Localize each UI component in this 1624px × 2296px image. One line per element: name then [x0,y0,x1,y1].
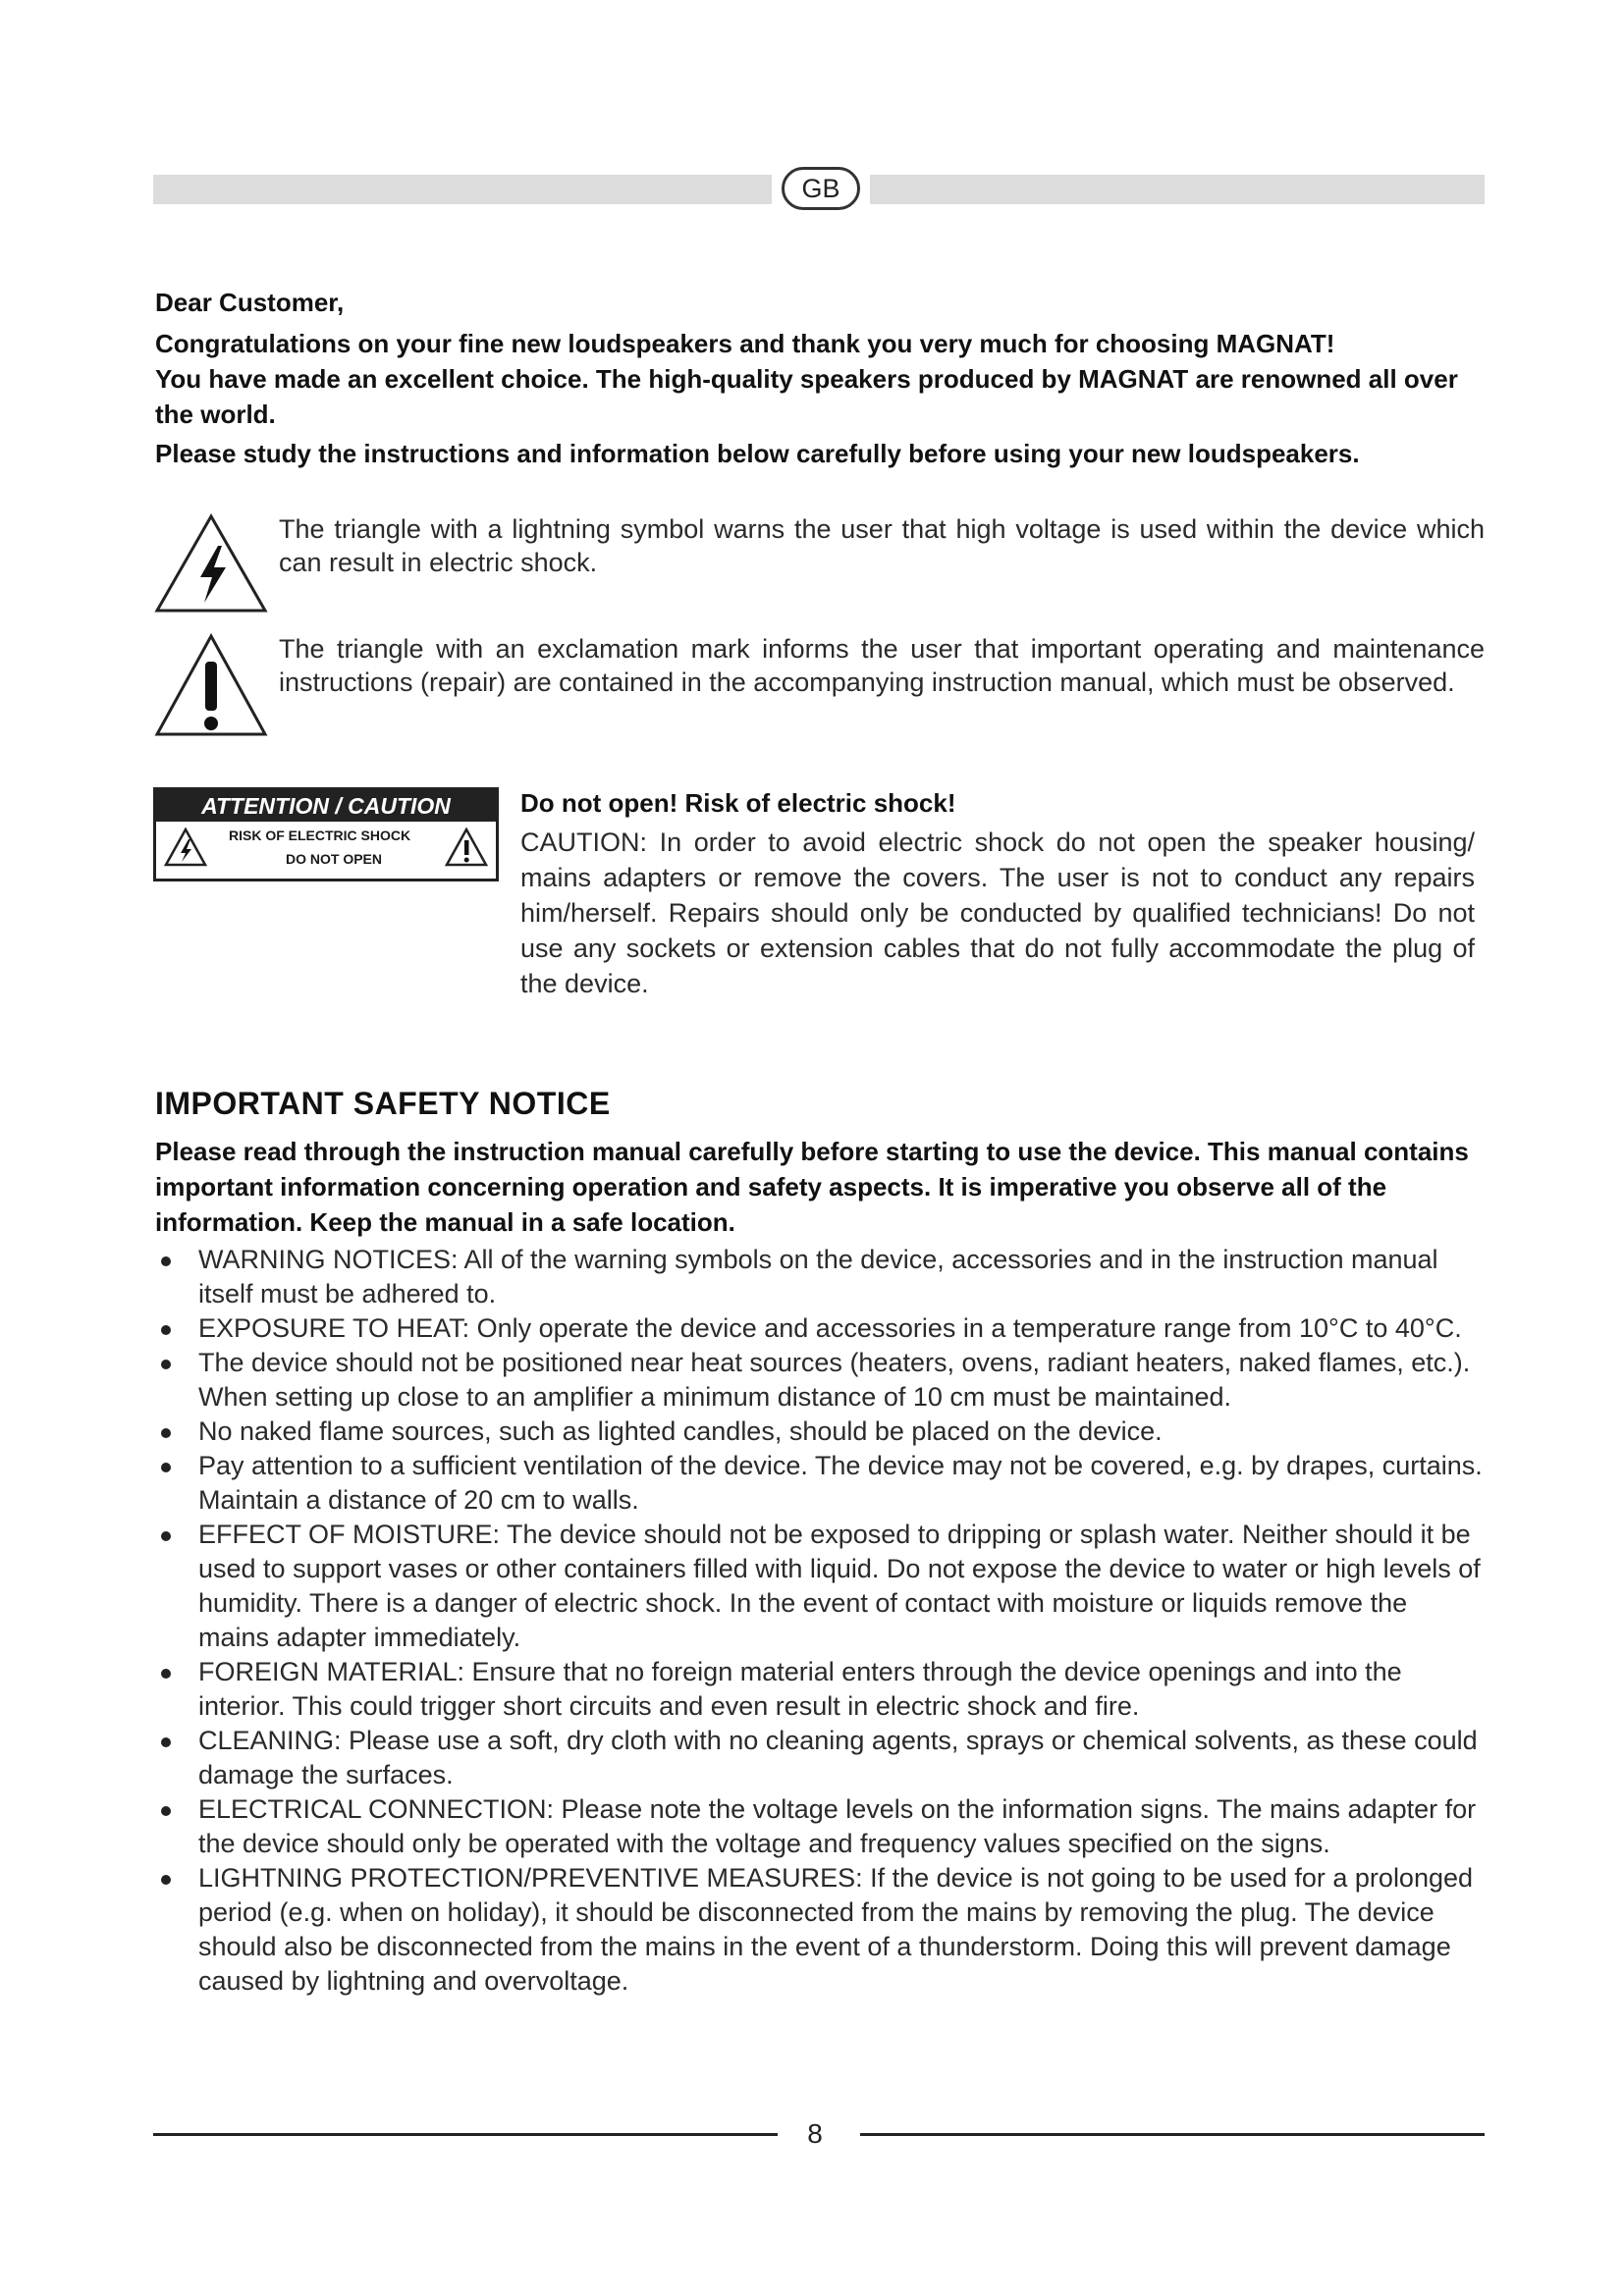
caution-body: CAUTION: In order to avoid electric shock do not open the speaker housing/ mains adapters or remove the covers. The user is not to conduct any repairs him/herself. Repairs should only be conducted by qualified technicians! Do not use any sockets or extension cables that do not fully accommodate the plug of the device. [520,828,1475,998]
safety-item-moisture: EFFECT OF MOISTURE: The device should not be exposed to dripping or splash water. Neither should it be used to support vases or other containers filled with liquid. Do not expose the device to water or high levels of humidity. There is a danger of electric shock. In the event of contact with moisture or liquids remove the mains adapter immediately. [155,1518,1483,1655]
safety-item-naked-flames: No naked flame sources, such as lighted candles, should be placed on the device. [155,1415,1483,1449]
caution-section [520,785,1475,1001]
footer-rule-left [153,2133,778,2136]
safety-item-heat-sources: The device should not be positioned near heat sources (heaters, ovens, radiant heaters, naked flames, etc.). When setting up close to an amplifier a minimum distance of 10 cm must be maintained. [155,1346,1483,1415]
safety-notice-title: IMPORTANT SAFETY NOTICE [155,1086,611,1121]
header-bar-right [870,175,1485,204]
intro-block [155,285,1481,471]
caution-label-risk: RISK OF ELECTRIC SHOCK [229,828,411,843]
safety-item-electrical-connection: ELECTRICAL CONNECTION: Please note the voltage levels on the information signs. The mains adapter for the device should only be operated with the voltage and frequency values specified on the signs. [155,1792,1483,1861]
header-bar-left [153,175,772,204]
exclamation-triangle-icon [153,632,269,738]
page-number: 8 [807,2118,823,2149]
lightning-warning-text: The triangle with a lightning symbol warns the user that high voltage is used within the device which can result in electric shock. [279,514,1485,577]
safety-item-warning-notices: WARNING NOTICES: All of the warning symbols on the device, accessories and in the instruction manual itself must be adhered to. [155,1243,1483,1311]
exclamation-warning [153,632,1485,740]
safety-item-cleaning: CLEANING: Please use a soft, dry cloth with no cleaning agents, sprays or chemical solvents, as these could damage the surfaces. [155,1724,1483,1792]
caution-heading: Do not open! Risk of electric shock! [520,788,956,818]
lightning-warning [153,512,1485,616]
safety-item-foreign-material: FOREIGN MATERIAL: Ensure that no foreign material enters through the device openings and into the interior. This could trigger short circuits and even result in electric shock and fire. [155,1655,1483,1724]
language-badge: GB [782,167,860,210]
safety-item-ventilation: Pay attention to a sufficient ventilation of the device. The device may not be covered, e.g. by drapes, curtains. Maintain a distance of 20 cm to walls. [155,1449,1483,1518]
caution-label-title: ATTENTION / CAUTION [156,790,496,822]
lightning-triangle-icon [153,512,269,614]
congratulations-line: Congratulations on your fine new loudspeakers and thank you very much for choosing MAGNAT! [155,329,1335,358]
safety-notice-lead: Please read through the instruction manual carefully before starting to use the device. This manual contains important information concerning operation and safety aspects. It is imperative you observe all of the information. Keep the manual in a safe location. [155,1137,1469,1237]
exclamation-warning-text: The triangle with an exclamation mark informs the user that important operating and maintenance instructions (repair) are contained in the accompanying instruction manual, which must be observed. [279,634,1485,697]
caution-label [153,787,499,881]
safety-item-lightning-protection: LIGHTNING PROTECTION/PREVENTIVE MEASURES: If the device is not going to be used for a prolonged period (e.g. when on holiday), it should be disconnected from the mains by removing the plug. The device should also be disconnected from the mains in the event of a thunderstorm. Doing this will prevent damage caused by lightning and overvoltage. [155,1861,1483,1999]
caution-lightning-icon [164,828,207,867]
safety-list [155,1243,1483,1999]
safety-item-exposure-to-heat: EXPOSURE TO HEAT: Only operate the device and accessories in a temperature range from 10°C to 40°C. [155,1311,1483,1346]
footer-rule-right [860,2133,1485,2136]
caution-exclamation-icon [445,828,488,867]
caution-label-do-not-open: DO NOT OPEN [286,851,383,867]
study-instructions-line: Please study the instructions and information below carefully before using your new loudspeakers. [155,439,1360,468]
greeting: Dear Customer, [155,288,345,317]
excellent-choice-line: You have made an excellent choice. The high-quality speakers produced by MAGNAT are renowned all over the world. [155,364,1458,429]
